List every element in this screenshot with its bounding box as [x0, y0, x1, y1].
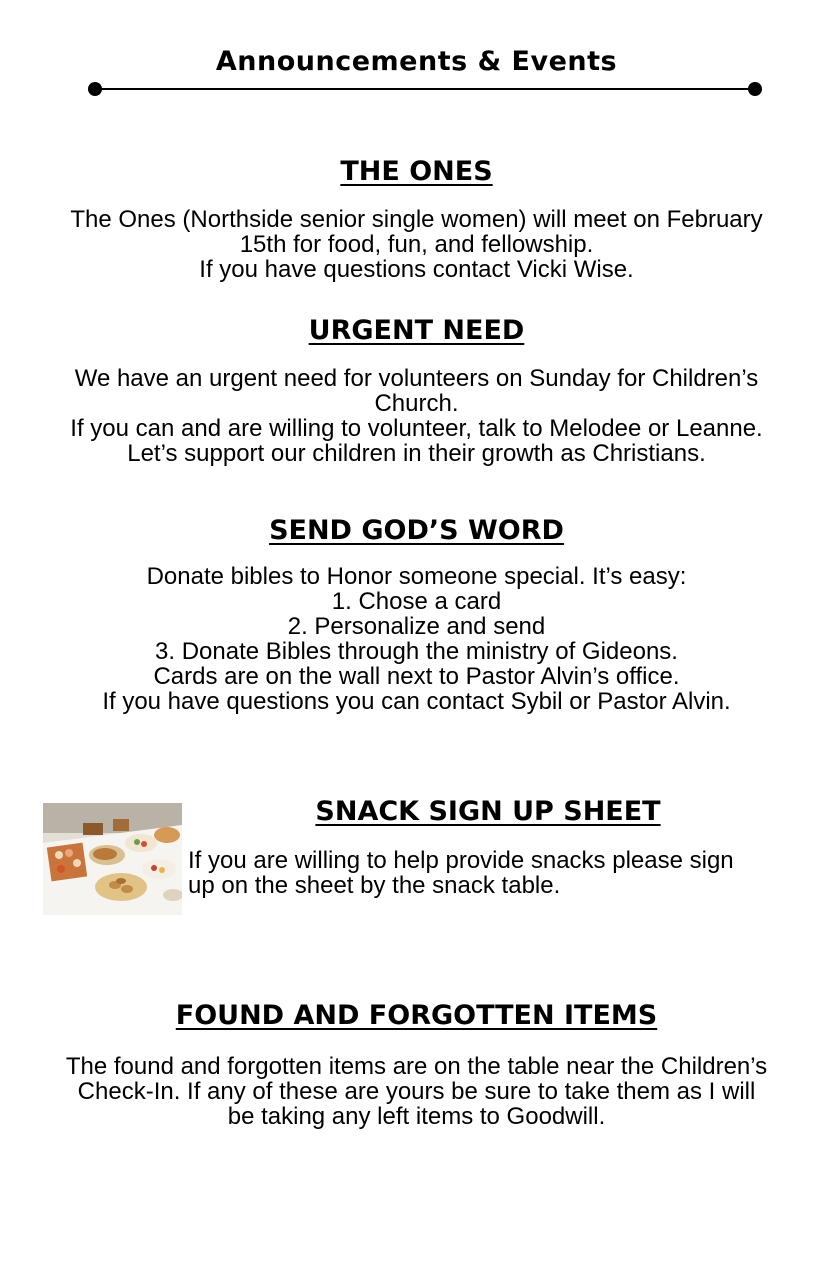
- body-line: Donate bibles to Honor someone special. It’s easy:: [146, 563, 687, 590]
- body-line: Check-In. If any of these are yours be sure to take them as I will: [77, 1078, 756, 1105]
- section-found-forgotten: [0, 999, 833, 1129]
- section-snack-sign-up: [0, 795, 833, 829]
- body-line: If you have questions contact Vicki Wise.: [199, 256, 634, 283]
- body-line: up on the sheet by the snack table.: [188, 872, 561, 899]
- header-divider: [95, 88, 755, 90]
- section-heading-send-gods-word: SEND GOD’S WORD: [269, 515, 564, 546]
- section-heading-urgent-need: URGENT NEED: [308, 315, 525, 346]
- page-title: Announcements & Events: [215, 46, 618, 77]
- body-line: The found and forgotten items are on the table near the Children’s: [65, 1053, 768, 1080]
- body-line: Cards are on the wall next to Pastor Alvin’s office.: [153, 663, 680, 690]
- section-body-the-ones: [0, 207, 833, 282]
- body-line: Let’s support our children in their growth as Christians.: [127, 440, 706, 467]
- body-line: The Ones (Northside senior single women) will meet on February: [70, 206, 763, 233]
- body-line: be taking any left items to Goodwill.: [227, 1103, 606, 1130]
- section-heading-the-ones: THE ONES: [340, 156, 493, 187]
- section-send-gods-word: [0, 514, 833, 714]
- divider-dot-right: [748, 82, 762, 96]
- section-body-found-forgotten: [0, 1054, 833, 1129]
- section-body-send-gods-word: [0, 564, 833, 714]
- section-body-snack-sign-up: [188, 848, 808, 898]
- section-body-urgent-need: [0, 366, 833, 466]
- body-line: If you can and are willing to volunteer, talk to Melodee or Leanne.: [70, 415, 763, 442]
- body-line: 15th for food, fun, and fellowship.: [239, 231, 594, 258]
- section-urgent-need: [0, 314, 833, 466]
- body-line: 3. Donate Bibles through the ministry of Gideons.: [155, 638, 678, 665]
- section-the-ones: [0, 155, 833, 282]
- section-heading-found-forgotten: FOUND AND FORGOTTEN ITEMS: [175, 1000, 658, 1031]
- body-line: If you have questions you can contact Sybil or Pastor Alvin.: [102, 688, 731, 715]
- divider-dot-left: [88, 82, 102, 96]
- body-line: Church.: [374, 390, 459, 417]
- section-heading-snack-sign-up: SNACK SIGN UP SHEET: [315, 796, 661, 827]
- body-line: If you are willing to help provide snacks please sign: [188, 847, 734, 874]
- body-line: We have an urgent need for volunteers on Sunday for Children’s: [74, 365, 759, 392]
- body-line: 1. Chose a card: [331, 588, 502, 615]
- body-line: 2. Personalize and send: [287, 613, 546, 640]
